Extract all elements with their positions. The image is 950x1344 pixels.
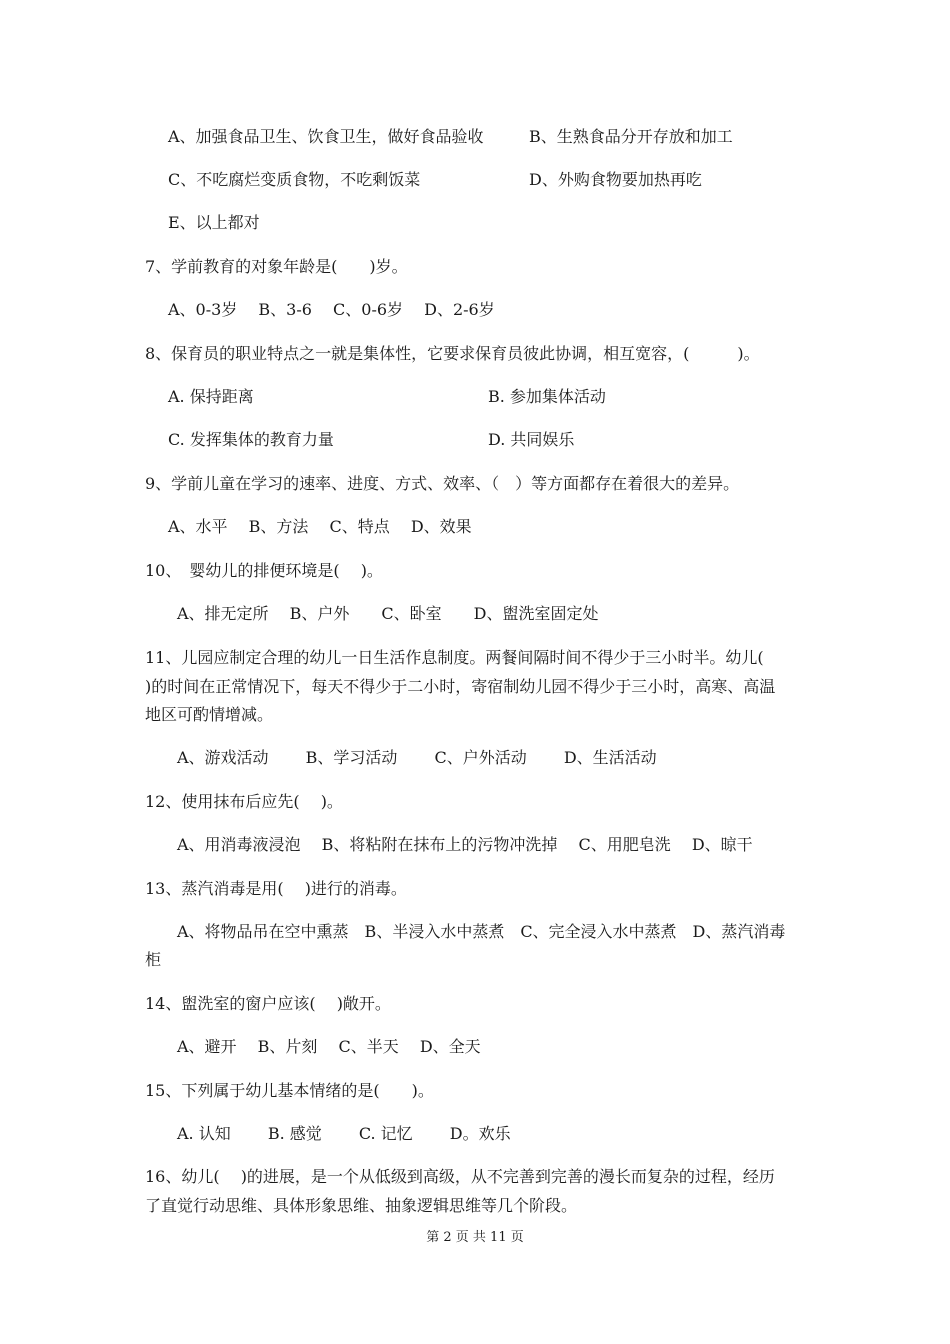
q11-line-2: )的时间在正常情况下，每天不得少于二小时，寄宿制幼儿园不得少于三小时，高寒、高温 [145, 677, 776, 696]
q8-option-d: D. 共同娱乐 [488, 430, 575, 449]
q16-line-2: 了直觉行动思维、具体形象思维、抽象逻辑思维等几个阶段。 [145, 1196, 578, 1215]
page-number-footer: 第 2 页 共 11 页 [426, 1230, 524, 1245]
q6-option-b: B、生熟食品分开存放和加工 [529, 127, 733, 146]
q6-option-d: D、外购食物要加热再吃 [529, 170, 702, 189]
q7-options: A、0-3岁 B、3-6 C、0-6岁 D、2-6岁 [168, 300, 495, 319]
q11-line-1: 11、儿园应制定合理的幼儿一日生活作息制度。两餐间隔时间不得少于三小时半。幼儿( [145, 648, 764, 667]
q13-options-line-2: 柜 [145, 950, 162, 969]
q15-options: A. 认知 B. 感觉 C. 记忆 D。欢乐 [177, 1124, 511, 1143]
q6-option-a: A、加强食品卫生、饮食卫生，做好食品验收 [168, 127, 484, 146]
q9-stem: 9、学前儿童在学习的速率、进度、方式、效率、（ ）等方面都存在着很大的差异。 [145, 474, 740, 493]
q13-options-line-1: A、将物品吊在空中熏蒸 B、半浸入水中蒸煮 C、完全浸入水中蒸煮 D、蒸汽消毒 [177, 922, 786, 941]
q14-options: A、避开 B、片刻 C、半天 D、全天 [177, 1037, 481, 1056]
q15-stem: 15、下列属于幼儿基本情绪的是( )。 [145, 1081, 434, 1100]
q8-stem: 8、保育员的职业特点之一就是集体性，它要求保育员彼此协调，相互宽容，( )。 [145, 344, 760, 363]
q11-options: A、游戏活动 B、学习活动 C、户外活动 D、生活活动 [177, 748, 657, 767]
q12-options: A、用消毒液浸泡 B、将粘附在抹布上的污物冲洗掉 C、用肥皂洗 D、晾干 [177, 835, 753, 854]
q6-option-c: C、不吃腐烂变质食物，不吃剩饭菜 [168, 170, 421, 189]
q8-option-c: C. 发挥集体的教育力量 [168, 430, 334, 449]
q8-option-b: B. 参加集体活动 [488, 387, 606, 406]
q8-option-a: A. 保持距离 [168, 387, 254, 406]
q10-options: A、排无定所 B、户外 C、卧室 D、盥洗室固定处 [177, 604, 599, 623]
q16-line-1: 16、幼儿( )的进展，是一个从低级到高级，从不完善到完善的漫长而复杂的过程，经历 [145, 1167, 775, 1186]
q10-stem: 10、 婴幼儿的排便环境是( )。 [145, 561, 383, 580]
q7-stem: 7、学前教育的对象年龄是( )岁。 [145, 257, 408, 276]
q12-stem: 12、使用抹布后应先( )。 [145, 792, 343, 811]
q11-line-3: 地区可酌情增减。 [145, 705, 274, 724]
q9-options: A、水平 B、方法 C、特点 D、效果 [168, 517, 472, 536]
q6-option-e: E、以上都对 [168, 213, 260, 232]
q14-stem: 14、盥洗室的窗户应该( )敞开。 [145, 994, 391, 1013]
q13-stem: 13、蒸汽消毒是用( )进行的消毒。 [145, 879, 407, 898]
